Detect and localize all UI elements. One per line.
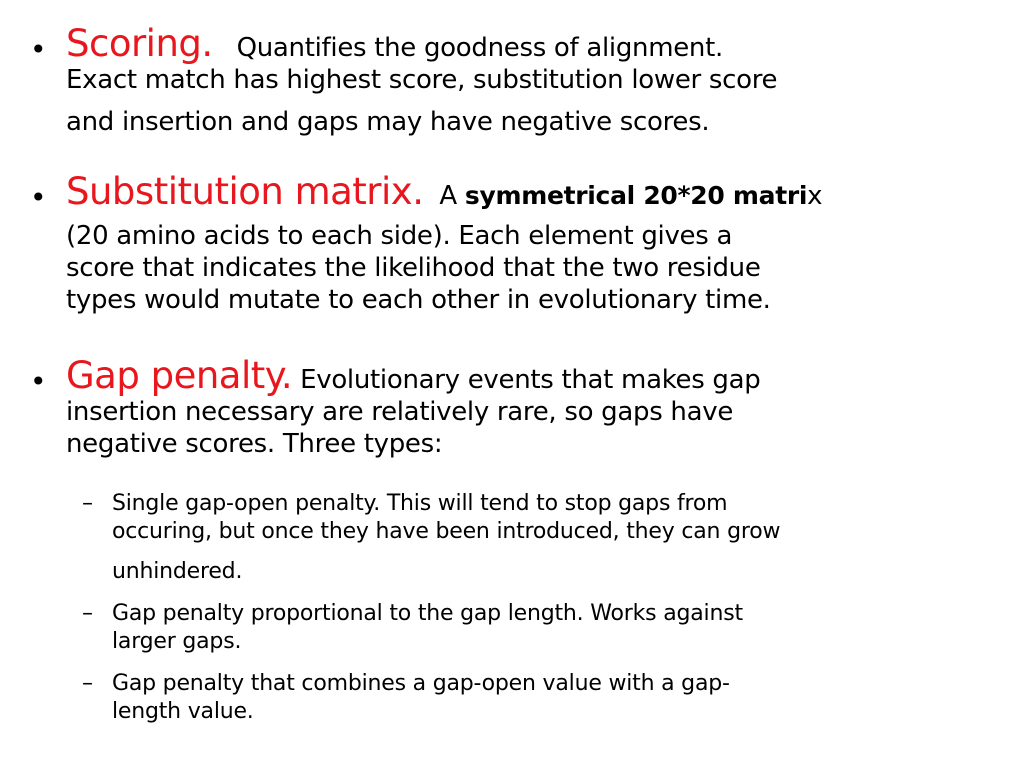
bullet-dot: • <box>30 33 47 66</box>
bullet-dot: • <box>30 181 47 214</box>
sub3-line-1: Gap penalty that combines a gap-open value with a gap- <box>112 671 730 696</box>
substitution-text-3: types would mutate to each other in evolutionary time. <box>66 285 771 315</box>
bullet-gap-penalty <box>30 354 990 490</box>
substitution-bold: symmetrical 20*20 matri <box>464 181 808 210</box>
subbullet-1-text <box>112 490 1002 586</box>
sub-dash: – <box>82 491 93 516</box>
bullet-scoring-text <box>66 22 990 138</box>
sub1-line-2: occuring, but once they have been introduced, they can grow <box>112 519 781 544</box>
term-scoring: Scoring <box>66 22 202 65</box>
bullet-dot: • <box>30 365 47 398</box>
sub1-line-1: Single gap-open penalty. This will tend to stop gaps from <box>112 491 728 516</box>
scoring-text-3: and insertion and gaps may have negative scores. <box>66 107 710 137</box>
gap-text-3: negative scores. Three types: <box>66 429 443 459</box>
bullet-gap-line-1 <box>66 354 990 397</box>
scoring-text-1: Quantifies the goodness of alignment. <box>236 33 723 63</box>
substitution-post: x <box>807 181 823 211</box>
bullet-substitution-matrix <box>30 170 990 356</box>
bullet-substitution-line-1 <box>66 170 990 213</box>
subbullet-3-text <box>112 670 1002 726</box>
term-gap-penalty: Gap penalty <box>66 354 281 397</box>
sub-dash: – <box>82 671 93 696</box>
substitution-pre: A <box>439 181 457 211</box>
term-substitution-punct: . <box>412 170 424 213</box>
substitution-text-1: (20 amino acids to each side). Each element gives a <box>66 221 733 251</box>
subbullet-2-text <box>112 600 1002 656</box>
subbullet-proportional <box>82 600 1002 660</box>
substitution-text-2: score that indicates the likelihood that the two residue <box>66 253 761 283</box>
gap-text-2: insertion necessary are relatively rare, so gaps have <box>66 397 734 427</box>
term-scoring-punct: . <box>201 22 213 65</box>
sub2-line-2: larger gaps. <box>112 629 242 654</box>
bullet-scoring-line-1 <box>66 22 990 65</box>
bullet-substitution-text <box>66 170 990 316</box>
sub-dash: – <box>82 601 93 626</box>
sub1-line-3: unhindered. <box>112 559 243 584</box>
sub2-line-1: Gap penalty proportional to the gap length. Works against <box>112 601 743 626</box>
subbullet-combined <box>82 670 1002 730</box>
subbullet-single-gap-open <box>82 490 1002 590</box>
bullet-scoring <box>30 22 990 168</box>
gap-text-1: Evolutionary events that makes gap <box>300 365 761 395</box>
sub3-line-2: length value. <box>112 699 254 724</box>
term-gap-punct: . <box>280 354 293 397</box>
scoring-text-2: Exact match has highest score, substitution lower score <box>66 65 778 95</box>
term-substitution-matrix: Substitution matrix <box>66 170 413 213</box>
bullet-gap-text <box>66 354 990 460</box>
